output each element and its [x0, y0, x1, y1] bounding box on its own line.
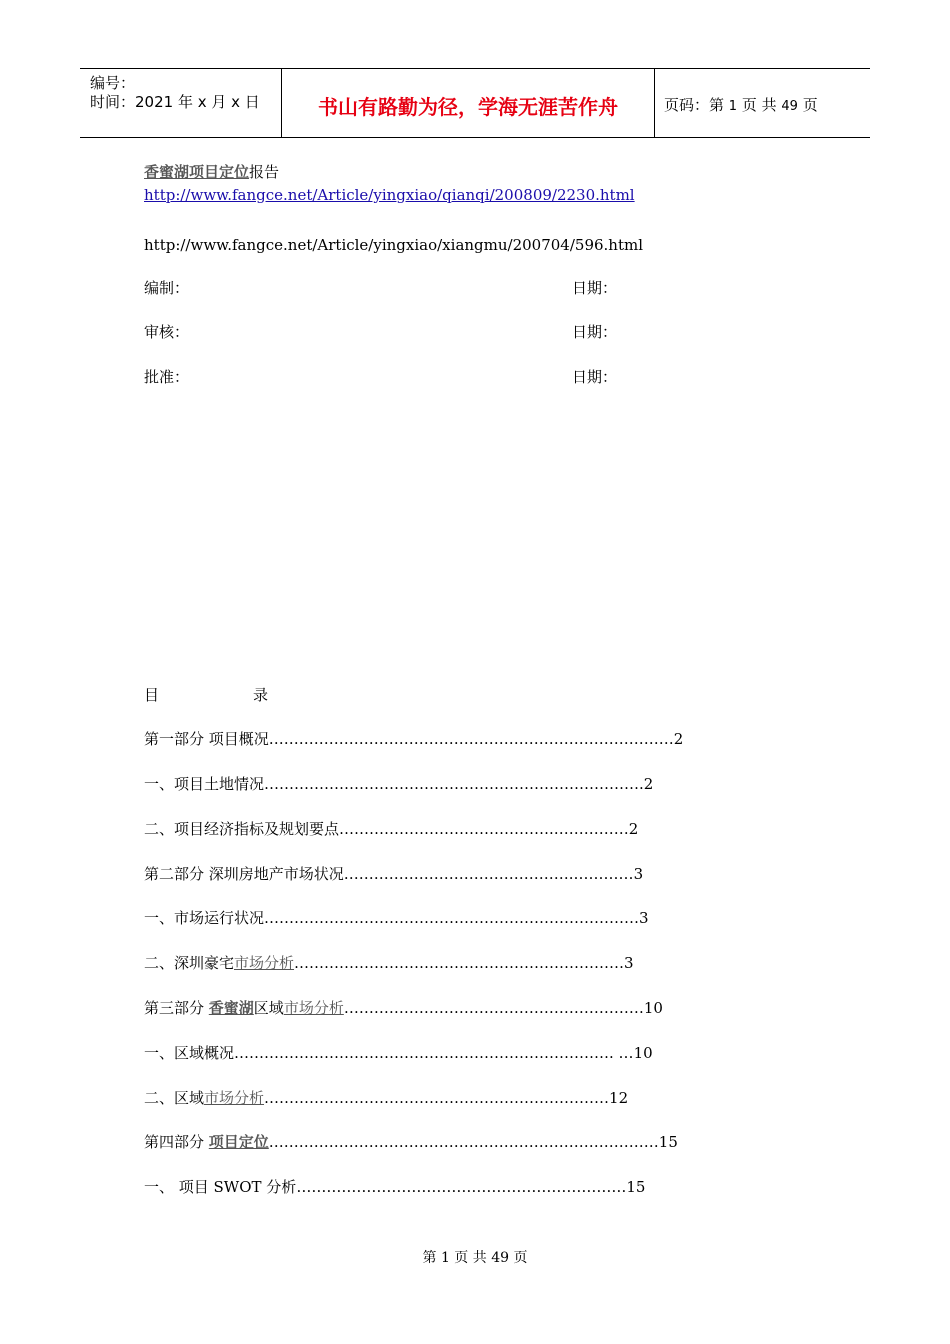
toc-entry-title: 第一部分 项目概况: [144, 730, 269, 748]
toc-leader-dots: …………………………………………………………………: [264, 909, 640, 927]
toc-entry-title: 一、市场运行状况: [144, 909, 265, 927]
toc-entry[interactable]: [144, 818, 638, 838]
toc-entry-link: 市场分析: [283, 999, 344, 1017]
source-link-2: http://www.fangce.net/Article/yingxiao/xiangmu/200704/596.html: [144, 236, 644, 254]
toc-page-number: 2: [673, 730, 684, 748]
motto: 书山有路勤为径，学海无涯苦作舟: [318, 95, 618, 119]
toc-entry[interactable]: [144, 773, 653, 793]
toc-entry[interactable]: [144, 997, 663, 1017]
header-page-cell: [655, 69, 870, 137]
approved-label: 批准：: [144, 368, 190, 386]
reviewed-date-label: 日期：: [572, 323, 618, 341]
toc-page-number: 15: [626, 1178, 646, 1196]
toc-entry-title: 二、项目经济指标及规划要点: [144, 820, 340, 838]
toc-heading: 目 录: [144, 686, 269, 704]
toc-leader-dots: …………………………………………………………: [296, 1178, 627, 1196]
toc-entry[interactable]: [144, 952, 634, 972]
header-info-cell: [80, 69, 282, 137]
toc-entry-title: 第三部分: [144, 999, 209, 1017]
toc-leader-dots: …………………………………………………………: [294, 954, 625, 972]
toc-entry[interactable]: [144, 1087, 628, 1107]
toc-entry-title: 一、项目土地情况: [144, 775, 265, 793]
toc-entry-title: 二、区域: [144, 1089, 205, 1107]
reviewed-label: 审核：: [144, 323, 190, 341]
toc-page-number: 10: [633, 1044, 653, 1062]
toc-entry-link: 市场分析: [204, 1089, 265, 1107]
header-motto-cell: [282, 69, 655, 137]
toc-entry-title: 一、区域概况: [144, 1044, 235, 1062]
page-footer: 第 1 页 共 49 页: [422, 1250, 528, 1266]
toc-entry[interactable]: [144, 907, 649, 927]
page-header: [80, 68, 870, 138]
toc-page-number: 3: [633, 865, 644, 883]
toc-entry-link: 香蜜湖: [208, 999, 254, 1017]
toc-entry[interactable]: [144, 1131, 678, 1151]
toc-leader-dots: ……………………………………………………………………: [268, 1133, 659, 1151]
document-title: 香蜜湖项目定位报告: [144, 163, 280, 181]
toc-page-number: 15: [658, 1133, 678, 1151]
toc-entry-link: 市场分析: [234, 954, 295, 972]
toc-entry-title: 二、深圳豪宅: [144, 954, 235, 972]
compiled-date-label: 日期：: [572, 279, 618, 297]
toc-page-number: 2: [643, 775, 654, 793]
toc-entry-link: 项目定位: [208, 1133, 269, 1151]
toc-page-number: 3: [624, 954, 634, 972]
toc-page-number: 10: [643, 999, 663, 1017]
approved-date-label: 日期：: [572, 368, 618, 386]
toc-entry[interactable]: [144, 1176, 645, 1196]
toc-entry-title: 一、 项目 SWOT 分析: [144, 1178, 297, 1196]
toc-leader-dots: …………………………………….……………: [339, 820, 629, 838]
toc-page-number: 2: [628, 820, 639, 838]
toc-leader-dots: …………………………………………………………………. …: [234, 1044, 634, 1062]
source-link-1[interactable]: http://www.fangce.net/Article/yingxiao/qianqi/200809/2230.html: [144, 186, 635, 204]
toc-leader-dots: ………………………………………………………………….: [264, 775, 644, 793]
title-link[interactable]: 香蜜湖项目定位: [144, 163, 250, 181]
time-label: 时间：2021 年 x 月 x 日: [90, 93, 260, 111]
toc-entry-title: 第二部分 深圳房地产市场状况: [144, 865, 344, 883]
toc-entry-title-part: 区域: [253, 999, 284, 1017]
toc-entry[interactable]: [144, 1042, 653, 1062]
toc-page-number: 12: [609, 1089, 629, 1107]
toc-entry-title: 第四部分: [144, 1133, 209, 1151]
toc-entry[interactable]: [144, 728, 683, 748]
toc-page-number: 3: [639, 909, 649, 927]
toc-leader-dots: ……………………………………………………: [343, 999, 644, 1017]
toc-leader-dots: ……………………………………………………………: [264, 1089, 610, 1107]
source-link-1-row: [144, 186, 635, 204]
compiled-label: 编制：: [144, 279, 190, 297]
toc-leader-dots: ……………………………………….…………: [343, 865, 634, 883]
toc-entry[interactable]: [144, 863, 643, 883]
toc-leader-dots: ………………………………………………………………………: [268, 730, 674, 748]
page-indicator: 页码：第 1 页 共 49 页: [664, 96, 818, 114]
number-label: 编号：: [90, 74, 136, 92]
